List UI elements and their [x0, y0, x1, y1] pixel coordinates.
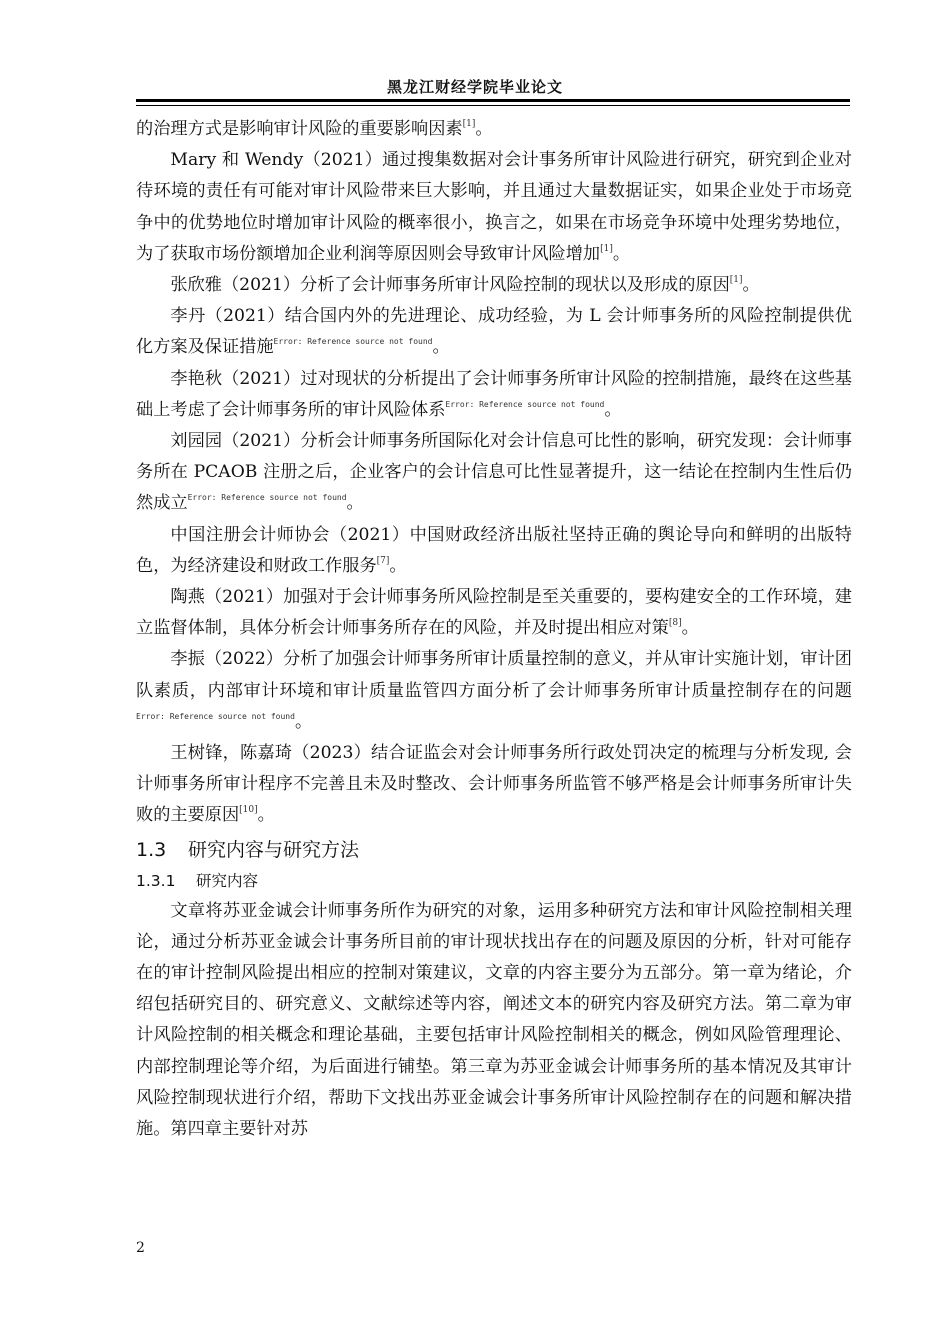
subsection-title: 研究内容 [196, 871, 259, 890]
running-header: 黑龙江财经学院毕业论文 [386, 78, 563, 96]
section-title: 研究内容与研究方法 [188, 838, 360, 861]
citation-marker: [1] [729, 275, 743, 286]
paragraph: 的治理方式是影响审计风险的重要影响因素[1]。 [136, 119, 493, 139]
body-paragraph: 文章将苏亚金诚会计师事务所作为研究的对象，运用多种研究方法和审计风险控制相关理论，通过分析苏亚金诚会计事务所目前的审计现状找出存在的问题及原因的分析，针对可能存在的审计控制风险提出相应的控制对策建议，文章的内容主要分为五部分。第一章为绪论，介绍包括研究目的、研究意义、文献综述等内容，阐述文本的研究内容及研究方法。第二章为审计风险控制的相关概念和理论基础，主要包括审计风险控制相关的概念，例如风险管理理论、内部控制理论等介绍，为后面进行铺垫。第三章为苏亚金诚会计师事务所的基本情况及其审计风险控制现状进行介绍，帮助下文找出苏亚金诚会计事务所审计风险控制存在的问题和解决措施。第四章主要针对苏 [136, 900, 852, 1140]
citation-marker: [10] [239, 805, 258, 816]
header-rule-thick [136, 99, 850, 102]
paragraph: 李艳秋（2021）过对现状的分析提出了会计师事务所审计风险的控制措施，最终在这些基础上考虑了会计师事务所的审计风险体系$^{Error: Reference source not found}$。 [136, 368, 852, 420]
paragraph: 陶燕（2021）加强对于会计师事务所风险控制是至关重要的，要构建安全的工作环境，建立监督体制，具体分析会计师事务所存在的风险，并及时提出相应对策[8]。 [136, 587, 852, 639]
reference-error-marker: Error: Reference source not found [273, 337, 433, 347]
paragraph: 中国注册会计师协会（2021）中国财政经济出版社坚持正确的舆论导向和鲜明的出版特色，为经济建设和财政工作服务[7]。 [136, 524, 852, 576]
citation-marker: [7] [376, 555, 390, 566]
page-content [136, 114, 852, 1145]
paragraph: 李丹（2021）结合国内外的先进理论、成功经验，为 L 会计师事务所的风险控制提供优化方案及保证措施$^{Error: Reference source not found}$。 [136, 306, 852, 358]
paragraph: Mary 和 Wendy（2021）通过搜集数据对会计事务所审计风险进行研究，研究到企业对待环境的责任有可能对审计风险带来巨大影响，并且通过大量数据证实，如果企业处于市场竞争中的优势地位时增加审计风险的概率很小，换言之，如果在市场竞争环境中处理劣势地位，为了获取市场份额增加企业利润等原因则会导致审计风险增加[1]。 [136, 150, 852, 264]
citation-marker: [8] [668, 618, 682, 629]
citation-marker: [1] [600, 243, 613, 254]
citation-marker: [1] [462, 119, 476, 129]
reference-error-marker: Error: Reference source not found [187, 493, 347, 503]
section-heading [136, 834, 852, 866]
paragraph: 王树锋，陈嘉琦（2023）结合证监会对会计师事务所行政处罚决定的梳理与分析发现, 会计师事务所审计程序不完善且未及时整改、会计师事务所监管不够严格是会计师事务所审计失败的主要原因[10]。 [136, 743, 852, 826]
header-rule-thin [136, 105, 850, 106]
paragraph: 李振（2022）分析了加强会计师事务所审计质量控制的意义，并从审计实施计划，审计团队素质，内部审计环境和审计质量监管四方面分析了会计师事务所审计质量控制存在的问题$^{Error: Reference source not found}$。 [136, 649, 852, 732]
section-number: 1.3 [136, 838, 167, 861]
reference-error-marker: Error: Reference source not found [445, 399, 605, 409]
subsection-number: 1.3.1 [136, 871, 176, 890]
paragraph: 张欣雅（2021）分析了会计师事务所审计风险控制的现状以及形成的原因[1]。 [170, 275, 760, 296]
subsection-heading [136, 866, 852, 896]
paragraph: 刘园园（2021）分析会计师事务所国际化对会计信息可比性的影响，研究发现：会计师事务所在 PCAOB 注册之后，企业客户的会计信息可比性显著提升，这一结论在控制内生性后仍然成立$^{Error: Reference source not found}$。 [136, 431, 852, 514]
page-number: 2 [136, 1240, 145, 1256]
reference-error-marker: Error: Reference source not found [136, 711, 295, 721]
